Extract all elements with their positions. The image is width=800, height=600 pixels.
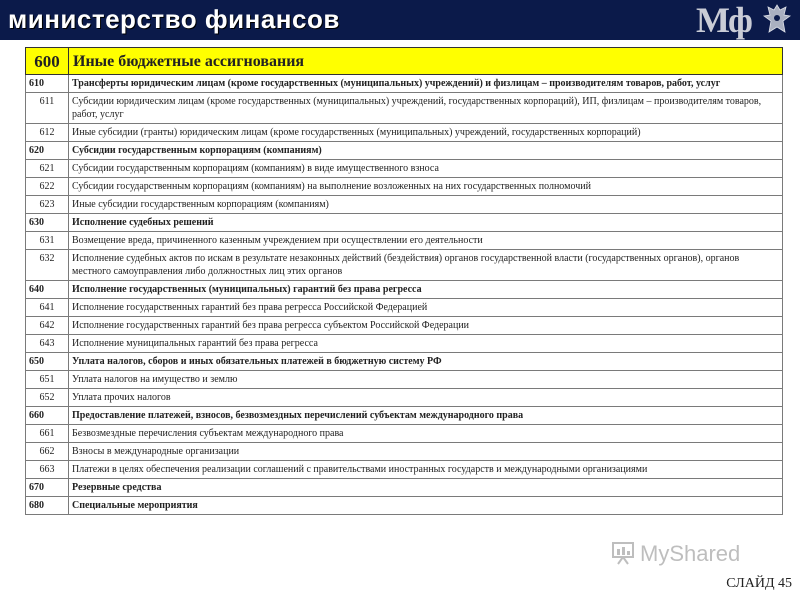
row-name: Предоставление платежей, взносов, безвозмездных перечислений субъектам международного права [69, 407, 783, 425]
row-code: 610 [26, 75, 69, 93]
row-name: Исполнение государственных гарантий без права регресса субъектом Российской Федерации [69, 317, 783, 335]
row-name: Субсидии юридическим лицам (кроме государственных (муниципальных) учреждений, государственных корпораций), ИП, физлицам – производителям товаров, работ, услуг [69, 93, 783, 124]
table-row [26, 317, 783, 335]
row-code: 640 [26, 281, 69, 299]
row-name: Иные субсидии государственным корпорациям (компаниям) [69, 196, 783, 214]
table-row [26, 75, 783, 93]
row-code: 670 [26, 479, 69, 497]
row-name: Трансферты юридическим лицам (кроме государственных (муниципальных) учреждений) и физлицам – производителям товаров, работ, услуг [69, 75, 783, 93]
table-row [26, 214, 783, 232]
slide-number: СЛАЙД 45 [726, 576, 792, 591]
table-header-row [26, 48, 783, 75]
header-code: 600 [26, 48, 69, 75]
header-bar [0, 0, 800, 40]
table-row [26, 232, 783, 250]
row-name: Взносы в международные организации [69, 443, 783, 461]
row-code: 652 [26, 389, 69, 407]
row-code: 650 [26, 353, 69, 371]
row-code: 622 [26, 178, 69, 196]
presentation-icon [610, 540, 636, 566]
row-name: Безвозмездные перечисления субъектам международного права [69, 425, 783, 443]
table-row [26, 335, 783, 353]
row-code: 661 [26, 425, 69, 443]
row-code: 642 [26, 317, 69, 335]
row-name: Исполнение судебных решений [69, 214, 783, 232]
table-row [26, 461, 783, 479]
ministry-logo [696, 0, 792, 40]
row-name: Иные субсидии (гранты) юридическим лицам (кроме государственных (муниципальных) учреждений, государственных корпораций) [69, 124, 783, 142]
table-row [26, 178, 783, 196]
eagle-emblem-icon [762, 2, 792, 38]
row-name: Уплата налогов на имущество и землю [69, 371, 783, 389]
row-code: 612 [26, 124, 69, 142]
budget-table [25, 47, 783, 515]
row-code: 621 [26, 160, 69, 178]
row-code: 641 [26, 299, 69, 317]
watermark [610, 540, 770, 568]
budget-table-body [26, 48, 783, 515]
table-row [26, 124, 783, 142]
table-row [26, 353, 783, 371]
row-name: Субсидии государственным корпорациям (компаниям) в виде имущественного взноса [69, 160, 783, 178]
table-row [26, 425, 783, 443]
table-row [26, 281, 783, 299]
table-row [26, 371, 783, 389]
row-name: Субсидии государственным корпорациям (компаниям) на выполнение возложенных на них государственных полномочий [69, 178, 783, 196]
row-code: 660 [26, 407, 69, 425]
row-name: Исполнение государственных гарантий без права регресса Российской Федерацией [69, 299, 783, 317]
row-name: Возмещение вреда, причиненного казенным учреждением при осуществлении его деятельности [69, 232, 783, 250]
row-code: 662 [26, 443, 69, 461]
table-row [26, 299, 783, 317]
row-code: 620 [26, 142, 69, 160]
table-row [26, 196, 783, 214]
logo-text: Мф [696, 0, 751, 40]
row-code: 630 [26, 214, 69, 232]
watermark-text: MyShared [640, 541, 741, 566]
row-code: 651 [26, 371, 69, 389]
row-name: Субсидии государственным корпорациям (компаниям) [69, 142, 783, 160]
row-code: 663 [26, 461, 69, 479]
row-name: Уплата налогов, сборов и иных обязательных платежей в бюджетную систему РФ [69, 353, 783, 371]
row-code: 680 [26, 497, 69, 515]
header-name: Иные бюджетные ассигнования [69, 48, 783, 75]
table-row [26, 389, 783, 407]
table-row [26, 142, 783, 160]
row-name: Резервные средства [69, 479, 783, 497]
table-row [26, 443, 783, 461]
row-name: Уплата прочих налогов [69, 389, 783, 407]
row-code: 632 [26, 250, 69, 281]
row-code: 611 [26, 93, 69, 124]
table-row [26, 93, 783, 124]
table-row [26, 250, 783, 281]
row-code: 643 [26, 335, 69, 353]
row-name: Исполнение судебных актов по искам в результате незаконных действий (бездействия) органов государственной власти (государственных органов), органов местного самоуправления либо должностных лиц этих органов [69, 250, 783, 281]
row-name: Исполнение муниципальных гарантий без права регресса [69, 335, 783, 353]
table-row [26, 497, 783, 515]
row-name: Специальные мероприятия [69, 497, 783, 515]
table-row [26, 407, 783, 425]
row-code: 623 [26, 196, 69, 214]
row-code: 631 [26, 232, 69, 250]
row-name: Исполнение государственных (муниципальных) гарантий без права регресса [69, 281, 783, 299]
table-row [26, 160, 783, 178]
budget-table-wrap [25, 47, 783, 515]
header-title: министерство финансов [8, 4, 340, 34]
table-row [26, 479, 783, 497]
row-name: Платежи в целях обеспечения реализации соглашений с правительствами иностранных государств и международными организациями [69, 461, 783, 479]
